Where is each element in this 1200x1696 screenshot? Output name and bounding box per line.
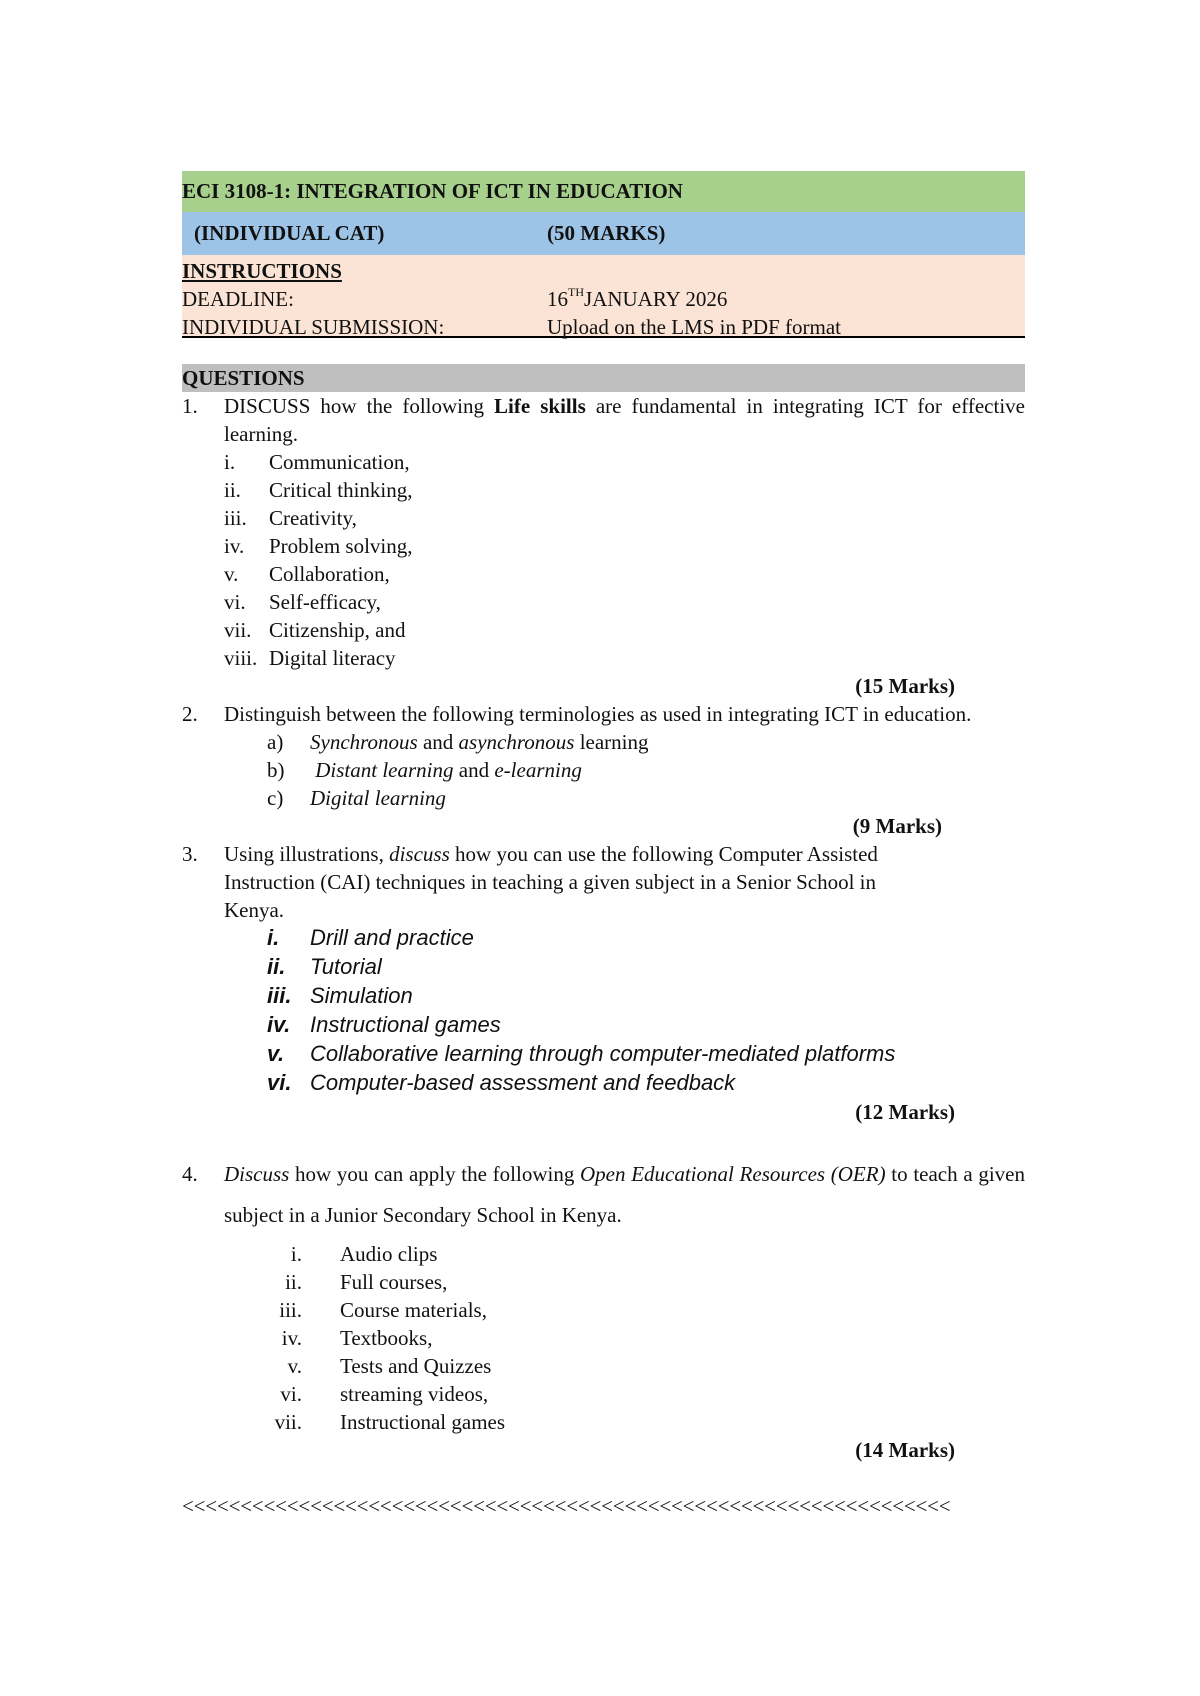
list-item (182, 1011, 1025, 1040)
deadline-value (547, 285, 727, 313)
item-term-2: asynchronous (458, 730, 575, 754)
item-number: vii. (224, 618, 252, 642)
item-text: Instructional games (310, 1012, 501, 1037)
item-text: Collaboration, (269, 562, 390, 586)
q1-list (182, 448, 1025, 672)
item-letter: c) (267, 786, 284, 810)
question-text: Distinguish between the following terminologies as used in integrating ICT in education. (224, 702, 972, 726)
item-number: vi. (280, 1382, 302, 1406)
list-item (182, 1296, 1025, 1324)
deadline-rest: JANUARY 2026 (584, 287, 728, 311)
item-text: Tests and Quizzes (340, 1354, 492, 1378)
list-item (182, 1408, 1025, 1436)
item-conj: and (453, 758, 495, 782)
question-number: 4. (182, 1162, 198, 1186)
total-marks-label: (50 MARKS) (547, 221, 666, 245)
item-text: Self-efficacy, (269, 590, 381, 614)
question-3 (182, 840, 1025, 924)
question-number: 3. (182, 842, 198, 866)
item-text: Collaborative learning through computer-mediated platforms (310, 1041, 896, 1066)
item-number: vii. (274, 1410, 302, 1434)
item-term-1: Synchronous (310, 730, 418, 754)
q4-text-a: how you can apply the following (289, 1162, 581, 1186)
questions-heading: QUESTIONS (182, 366, 305, 390)
item-number: vi. (267, 1070, 292, 1095)
question-1 (182, 392, 1025, 448)
item-number: i. (290, 1242, 302, 1266)
item-text: Drill and practice (310, 925, 474, 950)
item-number: v. (287, 1354, 302, 1378)
q4-text-b: to teach a given subject in a Junior Secondary School in Kenya. (224, 1162, 1025, 1227)
question-number: 2. (182, 702, 198, 726)
q4-italic-b: Open Educational Resources (OER) (580, 1162, 886, 1186)
deadline-row (182, 285, 1025, 313)
item-text: Tutorial (310, 954, 382, 979)
item-number: v. (224, 562, 239, 586)
list-item (182, 756, 1025, 784)
item-term-1: Digital learning (310, 786, 446, 810)
item-text: streaming videos, (340, 1382, 489, 1406)
list-item (182, 1240, 1025, 1268)
item-text: Creativity, (269, 506, 357, 530)
item-number: ii. (267, 954, 286, 979)
item-number: i. (224, 450, 236, 474)
item-letter: a) (267, 730, 284, 754)
item-number: ii. (224, 478, 241, 502)
q2-marks: (9 Marks) (852, 814, 942, 838)
list-item (182, 532, 1025, 560)
list-item (182, 1268, 1025, 1296)
question-number: 1. (182, 394, 198, 418)
q1-text-b: are fundamental in integrating ICT for effective learning. (224, 394, 1025, 446)
submission-row (182, 313, 1025, 341)
q1-text-bold: Life skills (494, 394, 586, 418)
list-item (182, 924, 1025, 953)
list-item (182, 1380, 1025, 1408)
list-item (182, 644, 1025, 672)
submission-key: INDIVIDUAL SUBMISSION: (182, 315, 445, 339)
item-number: vi. (224, 590, 246, 614)
item-number: v. (267, 1041, 285, 1066)
item-text: Citizenship, and (269, 618, 406, 642)
q3-list (182, 924, 1025, 1098)
list-item (182, 1040, 1025, 1069)
question-text (224, 840, 1025, 924)
questions-heading-bar (182, 364, 1025, 392)
item-number: iv. (267, 1012, 291, 1037)
list-item (182, 784, 1025, 812)
item-text: Digital literacy (269, 646, 396, 670)
item-text: Simulation (310, 983, 413, 1008)
item-number: ii. (285, 1270, 302, 1294)
instructions-heading: INSTRUCTIONS (182, 259, 342, 283)
list-item (182, 1069, 1025, 1098)
q3-text-a: Using illustrations, (224, 842, 390, 866)
item-number: iii. (279, 1298, 302, 1322)
item-term-1: Distant learning (310, 758, 454, 782)
item-letter: b) (267, 758, 285, 782)
list-item (182, 560, 1025, 588)
list-item (182, 953, 1025, 982)
item-text: Instructional games (340, 1410, 506, 1434)
cat-label: (INDIVIDUAL CAT) (194, 221, 385, 245)
item-number: iv. (224, 534, 245, 558)
list-item (182, 476, 1025, 504)
item-text: Critical thinking, (269, 478, 413, 502)
item-number: i. (267, 925, 280, 950)
list-item (182, 448, 1025, 476)
question-text (224, 392, 1025, 448)
list-item (182, 616, 1025, 644)
deadline-sup: TH (568, 285, 584, 299)
question-2 (182, 700, 1025, 728)
item-conj: and (417, 730, 459, 754)
item-text: Communication, (269, 450, 410, 474)
q1-text-a: DISCUSS how the following (224, 394, 495, 418)
item-text: Audio clips (340, 1242, 438, 1266)
q4-italic-a: Discuss (224, 1162, 290, 1186)
item-end: learning (574, 730, 649, 754)
list-item (182, 728, 1025, 756)
q3-marks: (12 Marks) (855, 1100, 955, 1124)
item-number: iv. (281, 1326, 302, 1350)
item-number: iii. (224, 506, 247, 530)
instructions-block (182, 255, 1025, 338)
submission-value: Upload on the LMS in PDF format (547, 315, 841, 339)
list-item (182, 1324, 1025, 1352)
deadline-key: DEADLINE: (182, 287, 294, 311)
item-text: Course materials, (340, 1298, 487, 1322)
item-text: Full courses, (340, 1270, 448, 1294)
list-item (182, 504, 1025, 532)
q1-marks: (15 Marks) (855, 674, 955, 698)
q4-list (182, 1240, 1025, 1436)
question-text (224, 1154, 1025, 1236)
q3-text-b: how you can use the following Computer Assisted Instruction (CAI) techniques in teaching a given subject in a Senior School in Kenya. (224, 842, 878, 922)
item-text: Problem solving, (269, 534, 413, 558)
course-title-bar (182, 171, 1025, 212)
q3-text-italic: discuss (389, 842, 450, 866)
list-item (182, 982, 1025, 1011)
exam-document (182, 171, 1025, 1520)
end-of-paper-line: <<<<<<<<<<<<<<<<<<<<<<<<<<<<<<<<<<<<<<<<<<<<<<<<<<<<<<<<<<<<<<<<<< (182, 1494, 951, 1518)
course-title: ECI 3108-1: INTEGRATION OF ICT IN EDUCATION (182, 179, 683, 203)
item-text: Textbooks, (340, 1326, 433, 1350)
list-item (182, 1352, 1025, 1380)
q2-list (182, 728, 1025, 812)
q4-marks: (14 Marks) (855, 1438, 955, 1462)
item-term-2: e-learning (494, 758, 582, 782)
cat-info-bar (182, 212, 1025, 255)
item-number: iii. (267, 983, 292, 1008)
item-text: Computer-based assessment and feedback (310, 1070, 736, 1095)
list-item (182, 588, 1025, 616)
question-4 (182, 1154, 1025, 1236)
item-number: viii. (224, 646, 258, 670)
deadline-day: 16 (547, 287, 568, 311)
